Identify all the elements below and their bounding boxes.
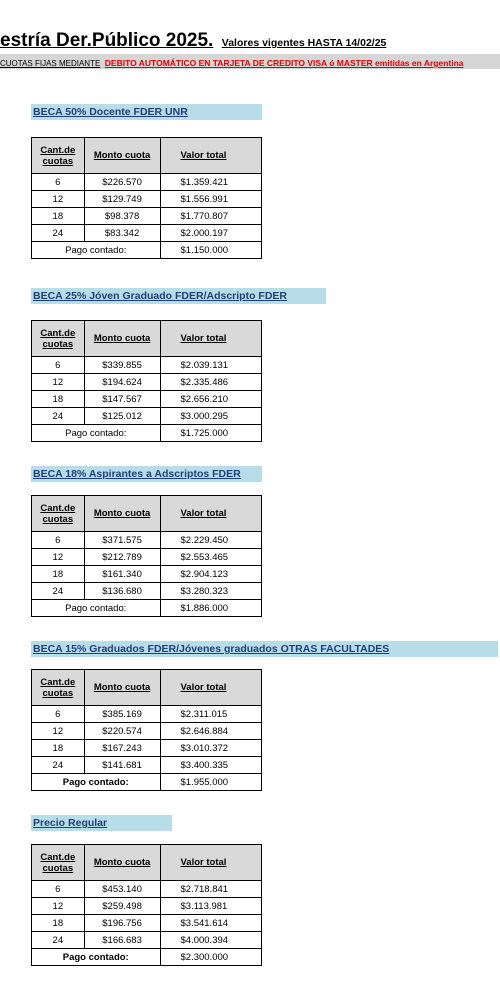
table-row: 18 $98.378 $1.770.807 <box>32 208 262 225</box>
price-table-beca-15 <box>31 669 262 791</box>
table-row: 12 $220.574 $2.646.884 <box>32 723 262 740</box>
section-label-beca-18: BECA 18% Aspirantes a Adscriptos FDER <box>31 466 262 482</box>
table-row: 24 $125.012 $3.000.295 <box>32 408 262 425</box>
contado-row: Pago contado: $1.725.000 <box>32 425 262 442</box>
contado-row: Pago contado: $1.150.000 <box>32 242 262 259</box>
table-row: 18 $147.567 $2.656.210 <box>32 391 262 408</box>
notice-highlight: DEBITO AUTOMÁTICO EN TARJETA DE CREDITO VISA ó MASTER emitidas en Argentina <box>104 58 464 68</box>
table-row: 12 $212.789 $2.553.465 <box>32 549 262 566</box>
table-row: 24 $141.681 $3.400.335 <box>32 757 262 774</box>
col-header-monto: Monto cuota <box>84 138 160 174</box>
notice-prefix: CUOTAS FIJAS MEDIANTE <box>0 59 101 68</box>
table-row: 18 $161.340 $2.904.123 <box>32 566 262 583</box>
col-header-valor: Valor total <box>160 845 262 881</box>
table-row: 18 $196.756 $3.541.614 <box>32 915 262 932</box>
table-row: 12 $129.749 $1.556.991 <box>32 191 262 208</box>
table-row: 18 $167.243 $3.010.372 <box>32 740 262 757</box>
price-table-beca-50 <box>31 137 262 259</box>
col-header-cant: Cant.de cuotas <box>32 845 85 881</box>
price-table-precio-regular <box>31 844 262 966</box>
col-header-valor: Valor total <box>160 670 262 706</box>
col-header-cant: Cant.de cuotas <box>32 670 85 706</box>
col-header-valor: Valor total <box>160 496 262 532</box>
section-label-beca-50: BECA 50% Docente FDER UNR <box>31 104 262 120</box>
contado-row: Pago contado: $1.886.000 <box>32 600 262 617</box>
page-title: estría Der.Público 2025. <box>0 30 214 51</box>
table-row: 6 $371.575 $2.229.450 <box>32 532 262 549</box>
col-header-monto: Monto cuota <box>84 845 160 881</box>
table-row: 12 $259.498 $3.113.981 <box>32 898 262 915</box>
table-row: 6 $226.570 $1.359.421 <box>32 174 262 191</box>
table-row: 24 $83.342 $2.000.197 <box>32 225 262 242</box>
col-header-cant: Cant.de cuotas <box>32 496 85 532</box>
table-row: 12 $194.624 $2.335.486 <box>32 374 262 391</box>
contado-row: Pago contado: $1.955.000 <box>32 774 262 791</box>
validity-note: Valores vigentes HASTA 14/02/25 <box>221 37 387 49</box>
price-table-beca-18 <box>31 495 262 617</box>
col-header-valor: Valor total <box>160 138 262 174</box>
table-row: 24 $166.683 $4.000.394 <box>32 932 262 949</box>
table-row: 6 $385.169 $2.311.015 <box>32 706 262 723</box>
col-header-valor: Valor total <box>160 321 262 357</box>
table-row: 6 $453.140 $2.718.841 <box>32 881 262 898</box>
page-header <box>0 30 386 52</box>
table-row: 24 $136.680 $3.280.323 <box>32 583 262 600</box>
section-label-beca-15: BECA 15% Graduados FDER/Jóvenes graduados OTRAS FACULTADES <box>31 641 498 657</box>
col-header-monto: Monto cuota <box>84 670 160 706</box>
col-header-monto: Monto cuota <box>84 321 160 357</box>
col-header-cant: Cant.de cuotas <box>32 321 85 357</box>
col-header-monto: Monto cuota <box>84 496 160 532</box>
table-row: 6 $339.855 $2.039.131 <box>32 357 262 374</box>
col-header-cant: Cant.de cuotas <box>32 138 85 174</box>
section-label-precio-regular: Precio Regular <box>31 815 172 831</box>
payment-notice <box>0 54 500 69</box>
contado-row: Pago contado: $2.300.000 <box>32 949 262 966</box>
section-label-beca-25: BECA 25% Jóven Graduado FDER/Adscripto FDER <box>31 288 326 304</box>
price-table-beca-25 <box>31 320 262 442</box>
